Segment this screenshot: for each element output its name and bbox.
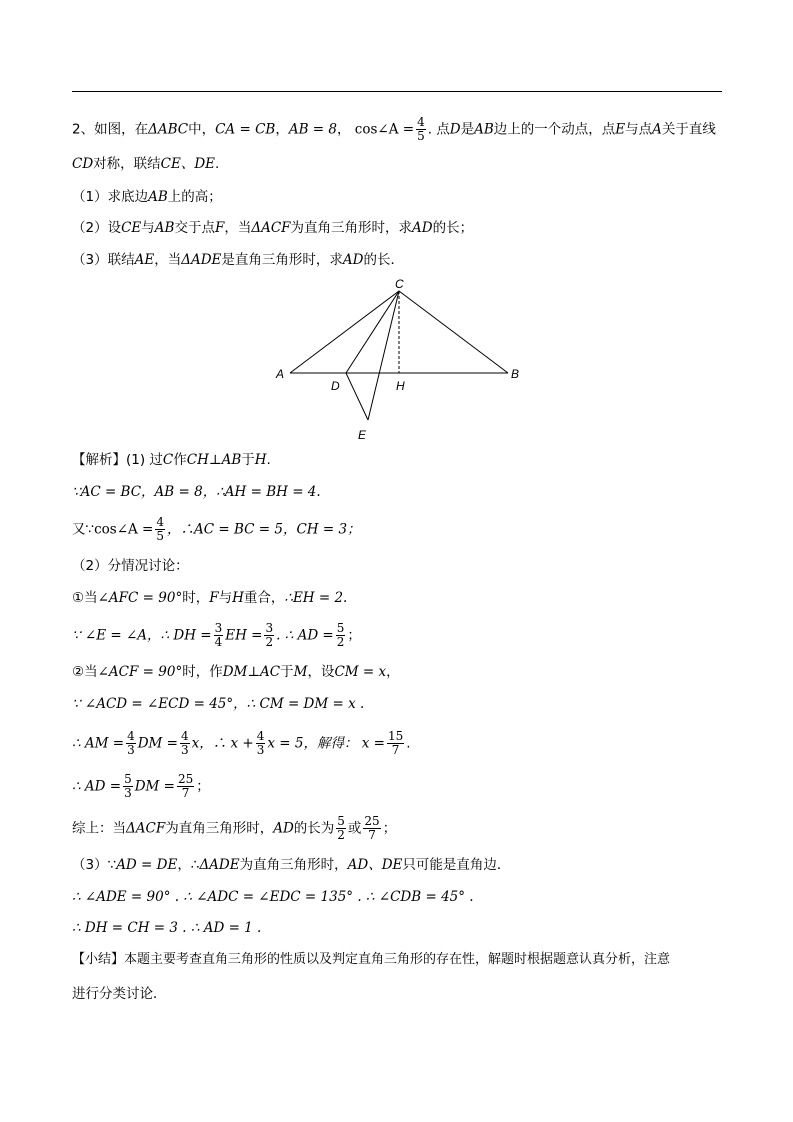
text: 作 — [173, 452, 187, 468]
solution-line-8: ∵ ∠ACD = ∠ECD = 45°，∴ CM = DM = x . — [72, 696, 365, 712]
text: 与点 — [625, 121, 653, 138]
math: AB — [474, 121, 494, 138]
text: 或 — [347, 820, 362, 837]
text: . — [266, 452, 271, 468]
math: H — [232, 590, 244, 606]
solution-line-9 — [72, 730, 411, 757]
text: ，∴ — [177, 857, 200, 873]
denominator: 5 — [156, 529, 165, 543]
label-b: B — [511, 367, 520, 381]
text: ②当 — [72, 664, 98, 680]
segment-de — [346, 373, 368, 420]
fraction — [336, 622, 346, 649]
fraction — [264, 622, 274, 649]
math: CE — [121, 220, 142, 236]
math: ΔADE — [181, 252, 222, 268]
math: E — [615, 121, 626, 138]
summary-line-2: 进行分类讨论． — [72, 986, 167, 1002]
math: DM = — [134, 778, 175, 795]
text: 边上的一个动点，点 — [493, 121, 616, 138]
math: x = — [361, 735, 385, 752]
math: ∵ ∠E = ∠A，∴ DH = — [72, 627, 212, 644]
denominator: 7 — [391, 743, 400, 757]
math: AD = DE — [116, 857, 178, 873]
math: DM = — [137, 735, 178, 752]
math: ΔACF — [126, 820, 166, 837]
denominator: 2 — [336, 635, 345, 649]
numerator: 3 — [265, 621, 274, 635]
label-e: E — [358, 428, 367, 442]
numerator: 15 — [387, 729, 404, 743]
solution-line-14: ∴ DH = CH = 3 . ∴ AD = 1 . — [72, 920, 262, 936]
text: 的长． — [363, 252, 404, 268]
text: 于 — [280, 664, 294, 680]
text: 综上：当 — [72, 820, 126, 837]
text: ； — [347, 627, 361, 644]
fraction — [256, 730, 266, 757]
math: C — [162, 452, 174, 468]
numerator: 25 — [177, 772, 194, 786]
fraction — [123, 773, 133, 800]
math: ∠AFC = 90° — [97, 590, 183, 606]
numerator: 4 — [417, 115, 425, 129]
solution-line-1 — [72, 450, 271, 470]
denominator: 3 — [180, 743, 189, 757]
fraction — [126, 730, 136, 757]
math: AD、DE — [347, 857, 403, 873]
solution-line-10 — [72, 773, 210, 800]
text: ； — [196, 778, 210, 795]
math: ∴ AD = — [72, 778, 122, 795]
text: 时，作 — [182, 664, 223, 680]
text: ①当 — [72, 590, 98, 606]
math: CM = x — [334, 664, 387, 680]
denominator: 3 — [124, 786, 132, 800]
numerator: 5 — [124, 772, 132, 786]
solution-line-2: ∵AC = BC，AB = 8，∴AH = BH = 4. — [72, 484, 321, 500]
math: AB — [154, 220, 175, 236]
math: AD — [273, 820, 294, 837]
text: （2）设 — [72, 220, 122, 236]
denominator: 3 — [256, 743, 265, 757]
math: CA = CB — [215, 121, 276, 138]
math: x，∴ x + — [191, 735, 254, 752]
fraction — [177, 773, 194, 800]
text: ， — [386, 664, 400, 680]
numerator: 4 — [256, 729, 265, 743]
fraction — [336, 815, 346, 842]
math: ΔADE — [199, 857, 240, 873]
math: AE — [134, 252, 155, 268]
numerator: 25 — [364, 814, 380, 828]
math: ΔABC — [148, 121, 189, 138]
text: . — [406, 735, 411, 752]
denominator: 5 — [417, 129, 425, 143]
numerator: 4 — [180, 729, 189, 743]
math: AB = 8 — [288, 121, 337, 138]
math: M — [293, 664, 308, 680]
fraction — [180, 730, 190, 757]
text: 交于点 — [174, 220, 215, 236]
fraction — [363, 815, 380, 842]
numerator: 4 — [156, 515, 165, 529]
math: ，∴AC = BC = 5，CH = 3； — [167, 521, 361, 538]
denominator: 2 — [337, 828, 345, 842]
text: ，当 — [224, 220, 252, 236]
segment-cd — [346, 291, 399, 373]
math: DM⊥AC — [222, 664, 281, 680]
text: 关于直线 — [661, 121, 716, 138]
label-c: C — [395, 277, 404, 291]
text: （3）联结 — [72, 252, 135, 268]
math: ∠ACF = 90° — [97, 664, 183, 680]
math: cos∠A = — [354, 121, 415, 138]
math: F — [209, 590, 219, 606]
denominator: 2 — [265, 635, 274, 649]
text: 重合， — [243, 590, 285, 606]
math: CE、DE — [160, 156, 216, 172]
text: ； — [382, 820, 397, 837]
math: . ∴ AD = — [276, 627, 334, 644]
math: AD — [412, 220, 433, 236]
solution-line-6 — [72, 622, 361, 649]
text: 对称，联结 — [93, 156, 161, 172]
text: 的长； — [432, 220, 474, 236]
numerator: 5 — [336, 621, 345, 635]
label-a: A — [276, 367, 285, 381]
solution-line-3 — [72, 516, 361, 543]
solution-line-13: ∴ ∠ADE = 90° . ∴ ∠ADC = ∠EDC = 135° . ∴ ∠CDB = 45° . — [72, 889, 474, 905]
text: 于 — [241, 452, 255, 468]
denominator: 4 — [214, 635, 223, 649]
text: 是直角三角形时，求 — [221, 252, 343, 268]
text: 【解析】(1) 过 — [72, 452, 163, 468]
text: ， — [336, 121, 351, 138]
text: 为直角三角形时， — [239, 857, 348, 873]
math: AD — [342, 252, 364, 268]
text: 的长为 — [293, 820, 335, 837]
fraction — [387, 730, 404, 757]
solution-line-4: （2）分情况讨论： — [72, 558, 189, 574]
text: 中， — [188, 121, 216, 138]
numerator: 4 — [127, 729, 135, 743]
solution-line-7 — [72, 662, 400, 682]
math: A — [652, 121, 662, 138]
math: CD — [72, 156, 94, 172]
text: 为直角三角形时， — [165, 820, 274, 837]
denominator: 7 — [181, 786, 190, 800]
text: （1）求底边 — [72, 189, 149, 205]
solution-line-5 — [72, 588, 347, 608]
text: 又∵ — [72, 521, 95, 538]
denominator: 3 — [127, 743, 135, 757]
text: （3）∵ — [72, 857, 117, 873]
text: ，设 — [307, 664, 335, 680]
text: 只可能是直角边． — [402, 857, 511, 873]
text: 与 — [218, 590, 233, 606]
math: ∴ AM = — [72, 735, 125, 752]
text: 2、如图，在 — [72, 121, 149, 138]
text: . — [215, 156, 220, 172]
label-h: H — [396, 379, 405, 393]
math: ΔACF — [251, 220, 291, 236]
segment-bc — [399, 291, 508, 373]
summary-line-1: 【小结】本题主要考查直角三角形的性质以及判定直角三角形的存在性，解题时根据题意认真分析，注意 — [72, 952, 671, 967]
text: ，当 — [154, 252, 182, 268]
text: ， — [275, 121, 289, 138]
math: CH⊥AB — [186, 452, 242, 468]
numerator: 3 — [214, 621, 223, 635]
label-d: D — [331, 379, 340, 393]
math: F — [214, 220, 225, 236]
text: 上的高； — [167, 189, 222, 205]
math: AB — [148, 189, 168, 205]
fraction — [214, 622, 224, 649]
solution-line-11 — [72, 815, 396, 842]
text: 时， — [182, 590, 210, 606]
fraction — [155, 516, 165, 543]
math: EH = — [225, 627, 263, 644]
math: H — [254, 452, 267, 468]
text: 为直角三角形时，求 — [290, 220, 413, 236]
denominator: 7 — [368, 828, 376, 842]
text: . 点 — [427, 121, 450, 138]
text: 与 — [141, 220, 155, 236]
math: x = 5，解得： — [267, 735, 358, 752]
math: cos∠A = — [94, 521, 154, 538]
geometry-figure — [0, 0, 793, 460]
math: ∴EH = 2. — [284, 590, 348, 606]
text: 是 — [460, 121, 475, 138]
numerator: 5 — [337, 814, 345, 828]
solution-line-12 — [72, 855, 510, 875]
math: D — [449, 121, 461, 138]
